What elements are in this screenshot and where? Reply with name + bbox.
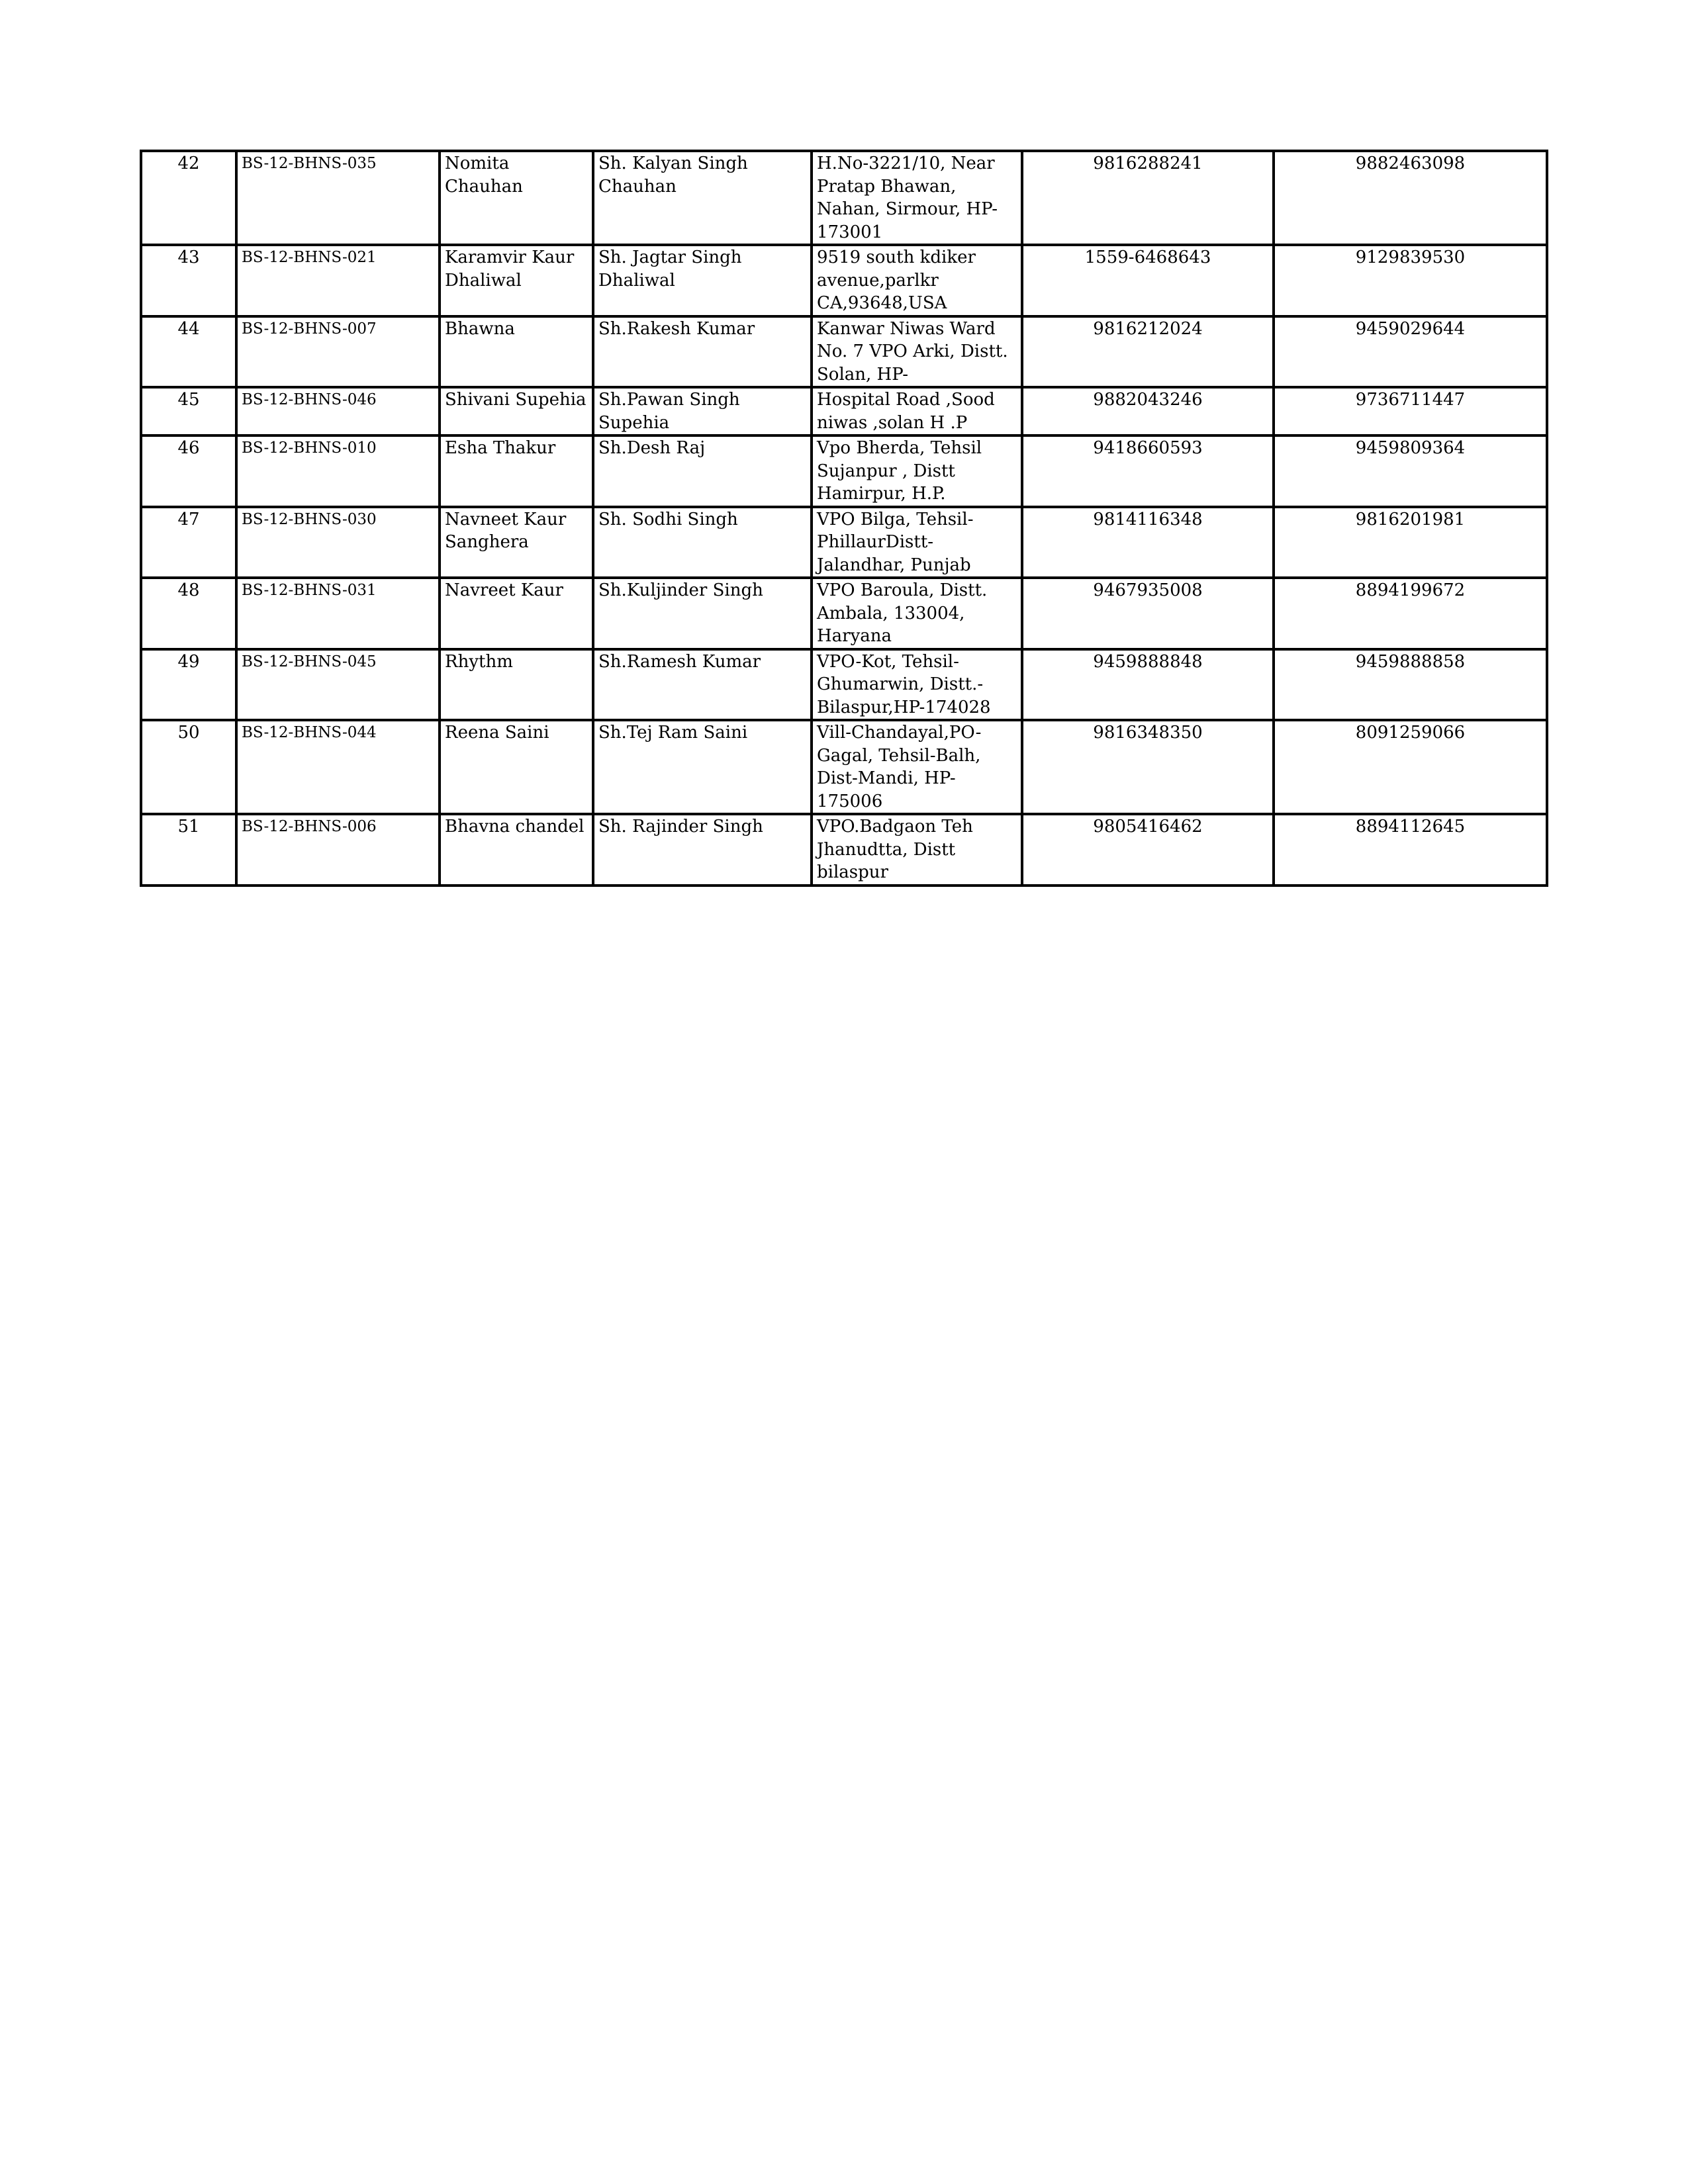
father-name: Sh.Kuljinder Singh bbox=[593, 578, 812, 649]
table-row bbox=[141, 507, 1547, 578]
phone-secondary: 9736711447 bbox=[1274, 387, 1547, 435]
student-name: Bhawna bbox=[440, 316, 593, 388]
table-row bbox=[141, 578, 1547, 649]
address: Vill-Chandayal,PO-Gagal, Tehsil-Balh, Dist-Mandi, HP-175006 bbox=[812, 720, 1022, 814]
serial-number: 42 bbox=[141, 151, 236, 245]
address: Vpo Bherda, Tehsil Sujanpur , Distt Hamirpur, H.P. bbox=[812, 435, 1022, 507]
father-name: Sh. Kalyan Singh Chauhan bbox=[593, 151, 812, 245]
table-row bbox=[141, 316, 1547, 388]
phone-secondary: 9459029644 bbox=[1274, 316, 1547, 388]
phone-secondary: 8091259066 bbox=[1274, 720, 1547, 814]
phone-secondary: 9129839530 bbox=[1274, 245, 1547, 316]
roll-number: BS-12-BHNS-030 bbox=[236, 507, 440, 578]
father-name: Sh.Pawan Singh Supehia bbox=[593, 387, 812, 435]
student-name: Esha Thakur bbox=[440, 435, 593, 507]
phone-primary: 9805416462 bbox=[1022, 814, 1274, 886]
phone-primary: 9816288241 bbox=[1022, 151, 1274, 245]
phone-primary: 1559-6468643 bbox=[1022, 245, 1274, 316]
serial-number: 51 bbox=[141, 814, 236, 886]
phone-primary: 9814116348 bbox=[1022, 507, 1274, 578]
phone-secondary: 8894112645 bbox=[1274, 814, 1547, 886]
table-row bbox=[141, 720, 1547, 814]
table-row bbox=[141, 814, 1547, 886]
student-name: Rhythm bbox=[440, 649, 593, 721]
roll-number: BS-12-BHNS-006 bbox=[236, 814, 440, 886]
table-row bbox=[141, 245, 1547, 316]
phone-secondary: 9816201981 bbox=[1274, 507, 1547, 578]
student-name: Navneet Kaur Sanghera bbox=[440, 507, 593, 578]
father-name: Sh. Sodhi Singh bbox=[593, 507, 812, 578]
father-name: Sh.Desh Raj bbox=[593, 435, 812, 507]
serial-number: 48 bbox=[141, 578, 236, 649]
father-name: Sh.Ramesh Kumar bbox=[593, 649, 812, 721]
address: 9519 south kdiker avenue,parlkr CA,93648,USA bbox=[812, 245, 1022, 316]
address: VPO.Badgaon Teh Jhanudtta, Distt bilaspur bbox=[812, 814, 1022, 886]
student-name: Navreet Kaur bbox=[440, 578, 593, 649]
serial-number: 50 bbox=[141, 720, 236, 814]
father-name: Sh.Tej Ram Saini bbox=[593, 720, 812, 814]
table-row bbox=[141, 387, 1547, 435]
table-body bbox=[141, 151, 1547, 886]
roll-number: BS-12-BHNS-031 bbox=[236, 578, 440, 649]
roll-number: BS-12-BHNS-045 bbox=[236, 649, 440, 721]
address: VPO Bilga, Tehsil-PhillaurDistt- Jalandhar, Punjab bbox=[812, 507, 1022, 578]
roll-number: BS-12-BHNS-010 bbox=[236, 435, 440, 507]
table-row bbox=[141, 435, 1547, 507]
roll-number: BS-12-BHNS-035 bbox=[236, 151, 440, 245]
roll-number: BS-12-BHNS-044 bbox=[236, 720, 440, 814]
roll-number: BS-12-BHNS-021 bbox=[236, 245, 440, 316]
phone-secondary: 9459888858 bbox=[1274, 649, 1547, 721]
table-row bbox=[141, 649, 1547, 721]
serial-number: 45 bbox=[141, 387, 236, 435]
address: VPO Baroula, Distt. Ambala, 133004, Haryana bbox=[812, 578, 1022, 649]
student-name: Nomita Chauhan bbox=[440, 151, 593, 245]
phone-primary: 9459888848 bbox=[1022, 649, 1274, 721]
serial-number: 44 bbox=[141, 316, 236, 388]
student-name: Karamvir Kaur Dhaliwal bbox=[440, 245, 593, 316]
address: Kanwar Niwas Ward No. 7 VPO Arki, Distt. Solan, HP- bbox=[812, 316, 1022, 388]
address: VPO-Kot, Tehsil-Ghumarwin, Distt.-Bilaspur,HP-174028 bbox=[812, 649, 1022, 721]
phone-secondary: 9882463098 bbox=[1274, 151, 1547, 245]
serial-number: 49 bbox=[141, 649, 236, 721]
father-name: Sh. Jagtar Singh Dhaliwal bbox=[593, 245, 812, 316]
phone-primary: 9418660593 bbox=[1022, 435, 1274, 507]
phone-primary: 9816212024 bbox=[1022, 316, 1274, 388]
table-row bbox=[141, 151, 1547, 245]
phone-primary: 9467935008 bbox=[1022, 578, 1274, 649]
student-name: Reena Saini bbox=[440, 720, 593, 814]
phone-primary: 9816348350 bbox=[1022, 720, 1274, 814]
serial-number: 47 bbox=[141, 507, 236, 578]
father-name: Sh. Rajinder Singh bbox=[593, 814, 812, 886]
phone-secondary: 9459809364 bbox=[1274, 435, 1547, 507]
student-name: Bhavna chandel bbox=[440, 814, 593, 886]
roll-number: BS-12-BHNS-007 bbox=[236, 316, 440, 388]
serial-number: 43 bbox=[141, 245, 236, 316]
address: H.No-3221/10, Near Pratap Bhawan, Nahan, Sirmour, HP-173001 bbox=[812, 151, 1022, 245]
phone-primary: 9882043246 bbox=[1022, 387, 1274, 435]
student-name: Shivani Supehia bbox=[440, 387, 593, 435]
address: Hospital Road ,Sood niwas ,solan H .P bbox=[812, 387, 1022, 435]
roll-number: BS-12-BHNS-046 bbox=[236, 387, 440, 435]
student-records-table bbox=[140, 150, 1548, 887]
father-name: Sh.Rakesh Kumar bbox=[593, 316, 812, 388]
serial-number: 46 bbox=[141, 435, 236, 507]
phone-secondary: 8894199672 bbox=[1274, 578, 1547, 649]
